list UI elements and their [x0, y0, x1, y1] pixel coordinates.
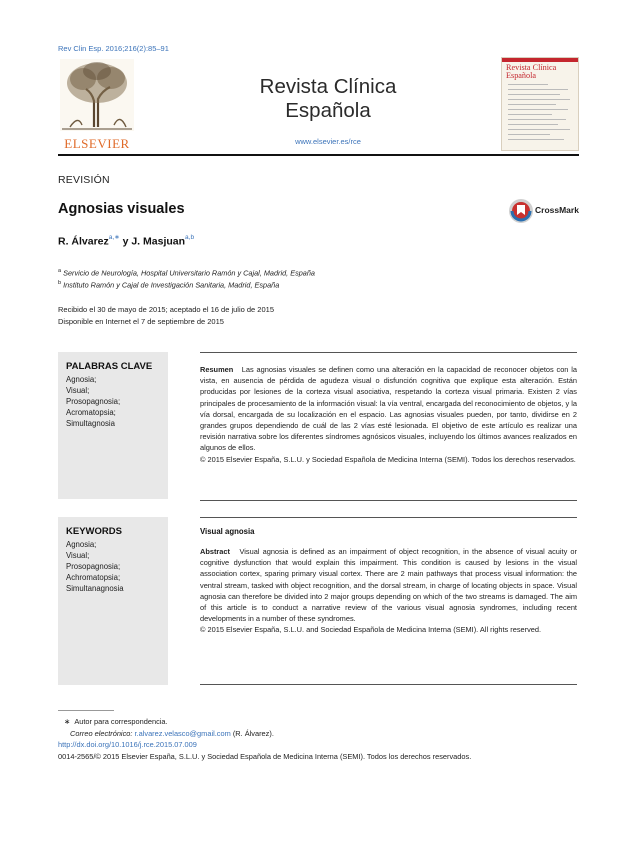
keyword-item: Visual; [66, 386, 90, 395]
footnote-text: Autor para correspondencia. [74, 717, 168, 726]
english-title: Visual agnosia [200, 527, 255, 536]
abstract-rule [200, 684, 577, 685]
article-title: Agnosias visuales [58, 201, 185, 217]
keyword-item: Acromatopsia; [66, 408, 116, 417]
abstract-copyright: © 2015 Elsevier España, S.L.U. y Sociedad Española de Medicina Interna (SEMI). Todos los derechos reservados. [200, 454, 576, 464]
crossmark-label: CrossMark [535, 205, 579, 215]
affiliation-a [58, 268, 315, 277]
email-suffix: (R. Álvarez). [232, 728, 274, 738]
abstract-rule [200, 500, 577, 501]
received-date: Recibido el 30 de mayo de 2015; aceptado el 16 de julio de 2015 [58, 305, 274, 314]
crossmark-icon [508, 198, 534, 224]
cover-title: Revista Clínica Española [506, 63, 557, 80]
author-list [58, 234, 194, 248]
keyword-item: Simultanagnosia [66, 584, 124, 593]
abstract-label: Resumen [200, 365, 234, 374]
crossmark-badge[interactable] [508, 198, 582, 224]
email-link[interactable]: r.alvarez.velasco@gmail.com [134, 728, 231, 738]
keyword-item: Prosopagnosia; [66, 397, 121, 406]
journal-citation: Rev Clin Esp. 2016;216(2):85–91 [58, 44, 169, 53]
abstract-rule [200, 517, 577, 518]
abstract-label: Abstract [200, 547, 230, 556]
keyword-item: Prosopagnosia; [66, 562, 121, 571]
abstract-en [200, 546, 577, 636]
elsevier-logo [58, 57, 136, 153]
author-affiliation-mark[interactable]: a,∗ [108, 234, 120, 241]
author-name: J. Masjuan [131, 235, 186, 248]
email-note [58, 728, 471, 740]
footnotes [58, 716, 471, 762]
journal-title [238, 75, 418, 123]
footnote-mark: ∗ [64, 717, 71, 726]
keyword-item: Agnosia; [66, 375, 97, 384]
keyword-item: Agnosia; [66, 540, 97, 549]
publisher-wordmark: ELSEVIER [64, 136, 130, 151]
affiliation-mark: b [58, 280, 62, 286]
author-name: R. Álvarez [58, 235, 109, 248]
affiliation-mark: a [58, 268, 62, 274]
footnote-rule [58, 710, 114, 711]
journal-url-link[interactable]: www.elsevier.es/rce [295, 137, 361, 146]
doi-link[interactable]: http://dx.doi.org/10.1016/j.rce.2015.07.009 [58, 740, 197, 749]
keywords-box-es [58, 352, 168, 499]
journal-cover-thumbnail [501, 57, 579, 151]
keywords-title: KEYWORDS [66, 526, 122, 537]
abstract-copyright: © 2015 Elsevier España, S.L.U. and Sociedad Española de Medicina Interna (SEMI). All rights reserved. [200, 625, 542, 635]
article-section-label: REVISIÓN [58, 174, 110, 186]
email-label: Correo electrónico: [70, 728, 133, 738]
affiliation-text: Instituto Ramón y Cajal de Investigación Sanitaria, Madrid, España [63, 280, 280, 290]
author-separator: y [119, 235, 132, 248]
keyword-item: Visual; [66, 551, 90, 560]
journal-title-line-2: Española [285, 99, 371, 122]
abstract-text: Visual agnosia is defined as an impairment of object recognition, in the absence of visual acuity or cognitive dysfunction that would explain this impairment. This condition is caused by lesions in the visual association cortex, sparing primary visual cortex. There are 2 main pathways that process visual information: the ventral stream, tasked with object recognition, and the dorsal stream, in charge of locating objects in space. Visual agnosia can therefore be divided into 2 major groups depending on which of the two streams is damaged. The aim of this article is to conduct a narrative review of the various visual agnosia syndromes, including recent developments in a number of these syndromes. [200, 547, 577, 624]
author-affiliation-mark[interactable]: a,b [185, 234, 195, 241]
abstract-rule [200, 352, 577, 353]
journal-title-line-1: Revista Clínica [259, 75, 397, 98]
keyword-item: Achromatopsia; [66, 573, 121, 582]
abstract-text: Las agnosias visuales se definen como una alteración en la capacidad de reconocer objetos con la vista, en ausencia de pérdida de agudeza visual o disfunción cognitiva que explique esta alteración. Están producidas por lesiones de la corteza visual asociativa, respetando la corteza visual primaria. Existen 2 vías principales de procesamiento de la información visual: la vía ventral, encargada del reconocimiento de objetos, y la vía dorsal, encargada de su localización en el espacio. Las agnosias visuales pueden, por tanto, dividirse en 2 grandes grupos dependiendo de cuál de las 2 vías esté lesionada. El objetivo de este artículo es realizar una revisión narrativa sobre los diferentes síndromes agnósicos visuales, incluyendo los últimos avances realizados en algunos de ellos. [200, 365, 577, 453]
keywords-title: PALABRAS CLAVE [66, 361, 153, 372]
affiliation-b [58, 280, 279, 289]
corresponding-author-note [58, 716, 471, 728]
keywords-box-en [58, 517, 168, 685]
masthead [58, 57, 579, 153]
masthead-rule [58, 154, 579, 156]
abstract-es [200, 364, 577, 465]
online-date: Disponible en Internet el 7 de septiembre de 2015 [58, 317, 224, 326]
issn-copyright: 0014-2565/© 2015 Elsevier España, S.L.U. y Sociedad Española de Medicina Interna (SEMI). Todos los derechos reservados. [58, 751, 472, 761]
affiliation-text: Servicio de Neurología, Hospital Universitario Ramón y Cajal, Madrid, España [63, 268, 315, 278]
keyword-item: Simultagnosia [66, 419, 115, 428]
